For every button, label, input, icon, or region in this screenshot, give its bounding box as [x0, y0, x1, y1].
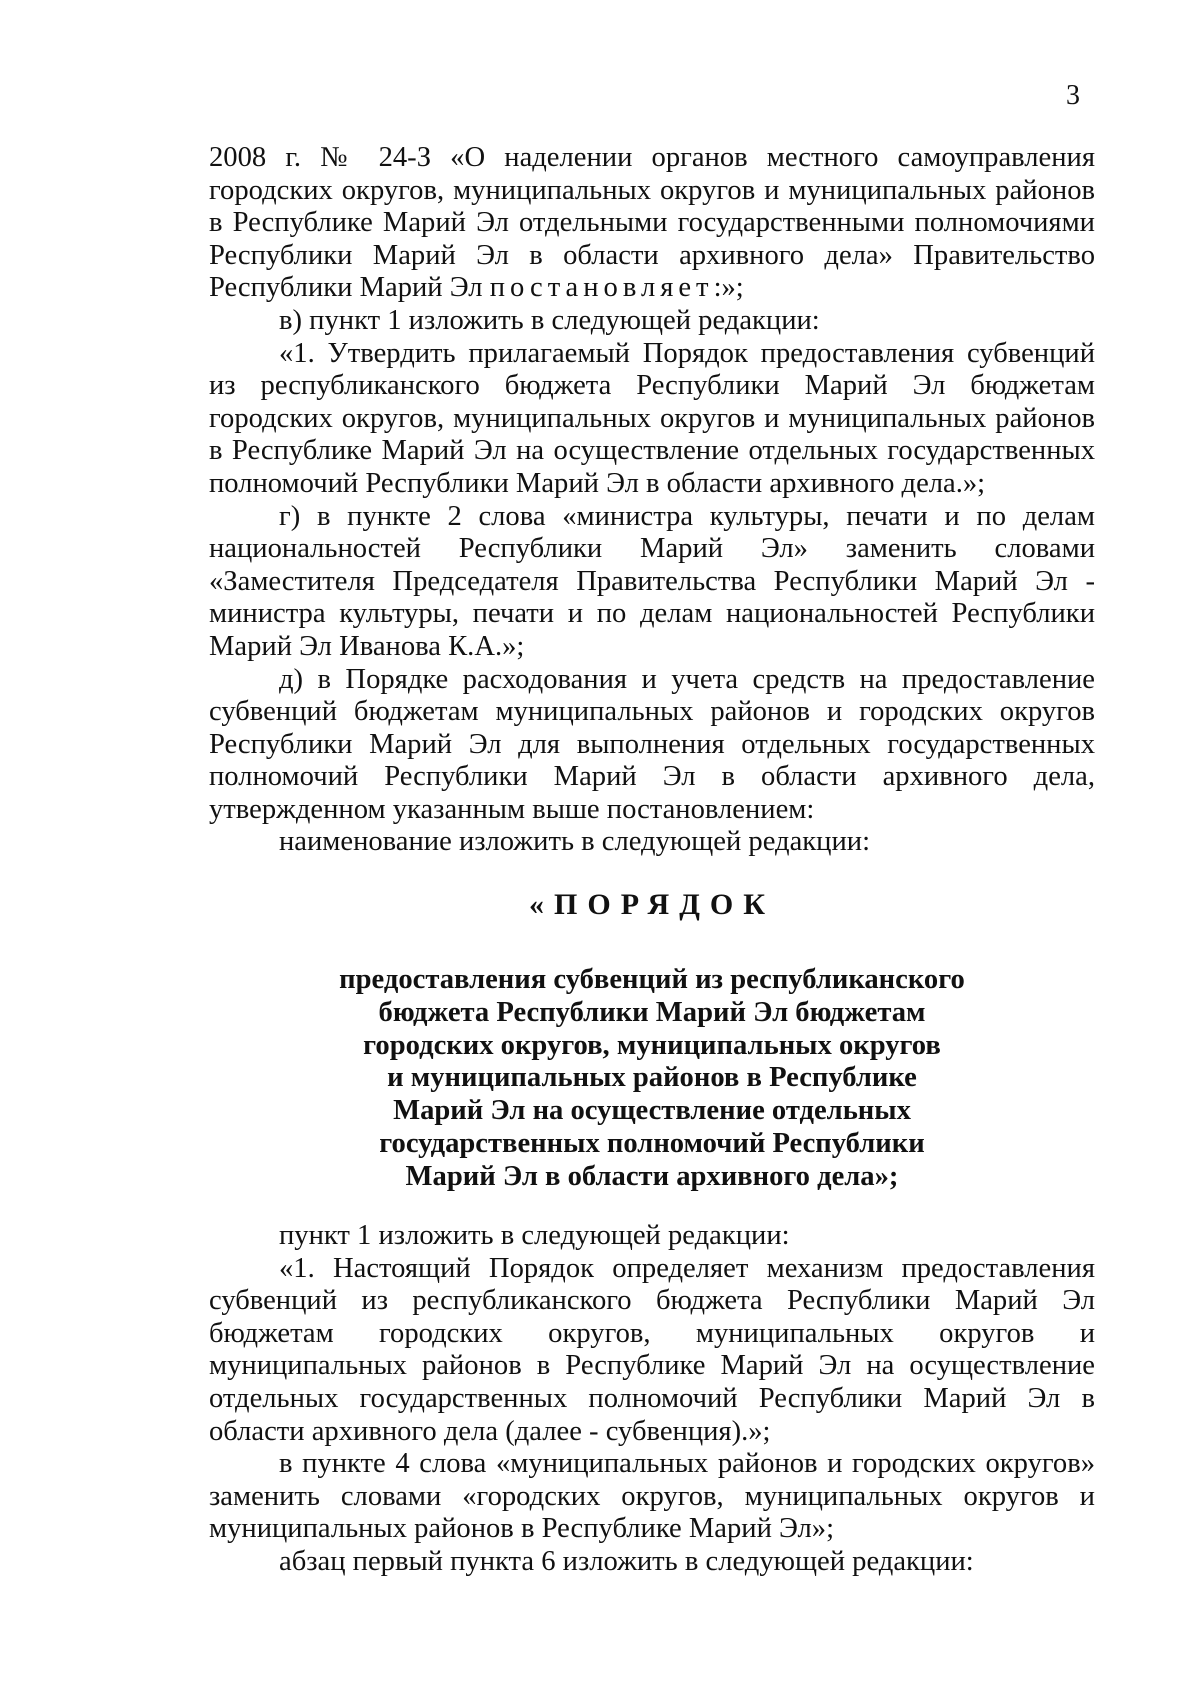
paragraph: в пункте 4 слова «муниципальных районов и городских округов» заменить словами «городских округов, муниципальных округов и муниципальных районов в Республике Марий Эл»;	[209, 1448, 1095, 1545]
section-heading	[209, 888, 1095, 1194]
paragraph-text: 2008 г. № 24-З «О наделении органов местного самоуправления городских округов, муниципальных округов и муниципальных районов в Республике Марий Эл отдельными государственными полномочиями Республики Марий Эл в области архивного дела» Правительство Республики Марий Эл	[209, 142, 1095, 304]
document-body-lower	[209, 1220, 1095, 1579]
heading-line: городских округов, муниципальных округов	[363, 1029, 941, 1061]
heading-line: предоставления субвенций из республиканского	[339, 964, 965, 995]
paragraph: г) в пункте 2 слова «министра культуры, печати и по делам национальностей Республики Марий Эл» заменить словами «Заместителя Председателя Правительства Республики Марий Эл - министра культуры, печати и по делам национальностей Республики Марий Эл Иванова К.А.»;	[209, 500, 1095, 662]
paragraph-text-end: :»;	[713, 272, 744, 304]
page-number: 3	[1066, 80, 1080, 111]
paragraph: «1. Утвердить прилагаемый Порядок предоставления субвенций из республиканского бюджета Республики Марий Эл бюджетам городских округов, муниципальных округов и муниципальных районов в Республике Марий Эл на осуществление отдельных государственных полномочий Республики Марий Эл в области архивного дела.»;	[209, 337, 1095, 499]
paragraph: пункт 1 изложить в следующей редакции:	[279, 1220, 790, 1251]
heading-line: и муниципальных районов в Республике	[387, 1062, 917, 1094]
document-body-upper	[209, 142, 1095, 859]
paragraph: наименование изложить в следующей редакции:	[279, 826, 871, 858]
heading-line: бюджета Республики Марий Эл бюджетам	[378, 996, 926, 1028]
paragraph: в) пункт 1 изложить в следующей редакции:	[279, 304, 820, 336]
paragraph: абзац первый пункта 6 изложить в следующей редакции:	[279, 1545, 974, 1577]
heading-line: государственных полномочий Республики	[379, 1127, 925, 1159]
heading-title: «ПОРЯДОК	[529, 888, 775, 921]
paragraph: «1. Настоящий Порядок определяет механизм предоставления субвенций из республиканского бюджета Республики Марий Эл бюджетам городских округов, муниципальных округов и муниципальных районов в Республике Марий Эл на осуществление отдельных государственных полномочий Республики Марий Эл в области архивного дела (далее - субвенция).»;	[209, 1252, 1095, 1447]
heading-line: Марий Эл на осуществление отдельных	[393, 1095, 911, 1127]
spaced-word: постановляет	[489, 272, 714, 304]
heading-line: Марий Эл в области архивного дела»;	[405, 1160, 899, 1192]
paragraph	[209, 142, 1095, 305]
heading-subtitle	[209, 964, 1095, 1194]
paragraph: д) в Порядке расходования и учета средств на предоставление субвенций бюджетам муниципальных районов и городских округов Республики Марий Эл для выполнения отдельных государственных полномочий Республики Марий Эл в области архивного дела, утвержденном указанным выше постановлением:	[209, 663, 1095, 825]
